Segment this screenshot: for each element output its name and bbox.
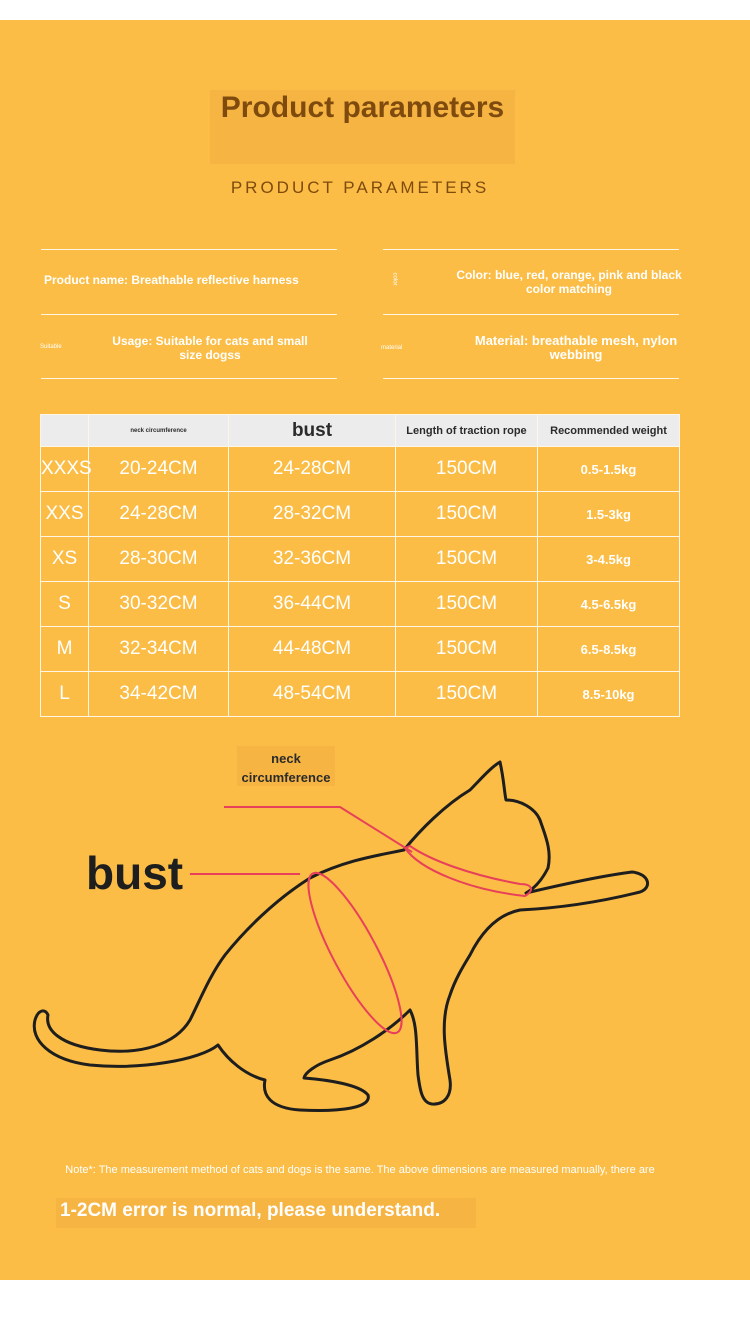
weight-cell: 6.5-8.5kg (538, 627, 680, 672)
page-subtitle: PRODUCT PARAMETERS (230, 178, 490, 197)
bust-cell: 32-36CM (229, 537, 396, 582)
cat-measurement-diagram (0, 740, 750, 1140)
rope-cell: 150CM (396, 447, 538, 492)
size-cell: XXXS (41, 447, 89, 492)
neck-cell: 34-42CM (89, 672, 229, 717)
header-size (41, 415, 89, 447)
table-row (41, 672, 680, 717)
product-color: Color: blue, red, orange, pink and black color matching (456, 268, 682, 296)
info-divider (41, 314, 337, 315)
header-bust: bust (229, 415, 396, 447)
bust-cell: 44-48CM (229, 627, 396, 672)
error-note: 1-2CM error is normal, please understand. (60, 1200, 441, 1221)
info-divider (41, 378, 337, 379)
size-cell: XXS (41, 492, 89, 537)
size-cell: XS (41, 537, 89, 582)
bust-cell: 36-44CM (229, 582, 396, 627)
bust-label: bust (86, 847, 184, 899)
neck-cell: 20-24CM (89, 447, 229, 492)
product-usage: Usage: Suitable for cats and small size dogss (112, 334, 308, 362)
page-title: Product parameters (220, 91, 505, 124)
table-row (41, 537, 680, 582)
weight-cell: 4.5-6.5kg (538, 582, 680, 627)
bust-cell: 48-54CM (229, 672, 396, 717)
bust-cell: 24-28CM (229, 447, 396, 492)
suitable-tag: Suitable (40, 344, 62, 350)
rope-cell: 150CM (396, 627, 538, 672)
size-table (40, 414, 680, 717)
material-tag: material (381, 345, 403, 351)
measurement-note: Note*: The measurement method of cats and dogs is the same. The above dimensions are measured manually, there are (65, 1164, 655, 1176)
weight-cell: 0.5-1.5kg (538, 447, 680, 492)
rope-cell: 150CM (396, 672, 538, 717)
info-divider (383, 378, 679, 379)
color-tag: color (391, 272, 398, 286)
product-name: Product name: Breathable reflective harness (44, 273, 299, 287)
table-row (41, 492, 680, 537)
header-neck: neck circumference (89, 415, 229, 447)
weight-cell: 3-4.5kg (538, 537, 680, 582)
weight-cell: 1.5-3kg (538, 492, 680, 537)
neck-label: neck circumference (241, 751, 331, 785)
header-rope: Length of traction rope (396, 415, 538, 447)
neck-measure-line (224, 807, 412, 852)
neck-cell: 24-28CM (89, 492, 229, 537)
weight-cell: 8.5-10kg (538, 672, 680, 717)
size-cell: L (41, 672, 89, 717)
bust-ring (293, 863, 416, 1043)
product-material: Material: breathable mesh, nylon webbing (474, 333, 678, 362)
neck-cell: 30-32CM (89, 582, 229, 627)
info-divider (383, 249, 679, 250)
neck-cell: 28-30CM (89, 537, 229, 582)
cat-outline (34, 762, 647, 1110)
table-header-row (41, 415, 680, 447)
neck-ring (405, 846, 531, 896)
rope-cell: 150CM (396, 492, 538, 537)
neck-cell: 32-34CM (89, 627, 229, 672)
table-row (41, 447, 680, 492)
table-row (41, 582, 680, 627)
rope-cell: 150CM (396, 582, 538, 627)
rope-cell: 150CM (396, 537, 538, 582)
table-row (41, 627, 680, 672)
bust-cell: 28-32CM (229, 492, 396, 537)
info-divider (41, 249, 337, 250)
header-weight: Recommended weight (538, 415, 680, 447)
info-divider (383, 314, 679, 315)
size-cell: S (41, 582, 89, 627)
size-cell: M (41, 627, 89, 672)
